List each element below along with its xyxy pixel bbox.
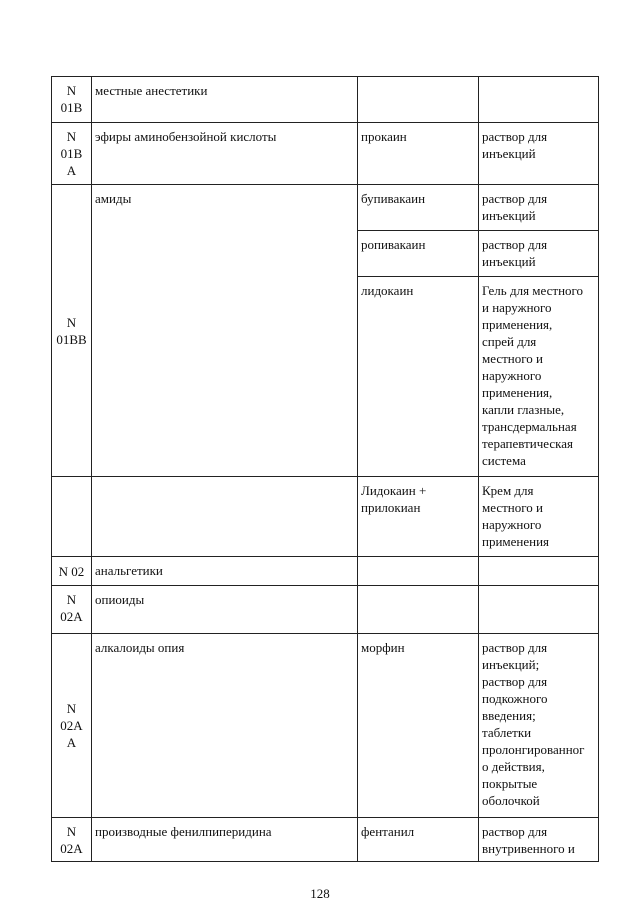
atc-code: N 02A <box>52 586 92 634</box>
table-row <box>52 477 599 557</box>
atc-code: N 01B A <box>52 123 92 185</box>
substance-name: фентанил <box>358 818 479 862</box>
table-row <box>52 123 599 185</box>
substance-name: бупивакаин <box>358 185 479 231</box>
atc-code: N 01B <box>52 77 92 123</box>
group-name: алкалоиды опия <box>92 634 358 818</box>
table-row <box>52 634 599 818</box>
group-name: производные фенилпиперидина <box>92 818 358 862</box>
table-row <box>52 818 599 862</box>
group-name: амиды <box>92 185 358 477</box>
dosage-form: раствор для инъекций; раствор для подкожного введения; таблетки пролонгированног о действия, покрытые оболочкой <box>479 634 599 818</box>
table-row <box>52 77 599 123</box>
dosage-form: Крем для местного и наружного применения <box>479 477 599 557</box>
substance-name <box>358 586 479 634</box>
dosage-form <box>479 557 599 586</box>
dosage-form: раствор для инъекций <box>479 185 599 231</box>
drug-classification-table <box>51 76 599 862</box>
table-row <box>52 557 599 586</box>
dosage-form: раствор для внутривенного и <box>479 818 599 862</box>
substance-name: прокаин <box>358 123 479 185</box>
atc-code: N 02 <box>52 557 92 586</box>
table-row <box>52 185 599 231</box>
document-page <box>51 76 599 862</box>
substance-name: морфин <box>358 634 479 818</box>
group-name: анальгетики <box>92 557 358 586</box>
atc-code: N 02A <box>52 818 92 862</box>
group-name: местные анестетики <box>92 77 358 123</box>
substance-name: ропивакаин <box>358 231 479 277</box>
atc-code: N 02A A <box>52 634 92 818</box>
substance-name: Лидокаин + прилокиан <box>358 477 479 557</box>
atc-code: N 01BB <box>52 185 92 477</box>
page-number: 128 <box>310 886 330 901</box>
dosage-form: раствор для инъекций <box>479 123 599 185</box>
dosage-form: Гель для местного и наружного применения, спрей для местного и наружного применения, капли глазные, трансдермальная терапевтическая система <box>479 277 599 477</box>
substance-name <box>358 77 479 123</box>
dosage-form: раствор для инъекций <box>479 231 599 277</box>
dosage-form <box>479 77 599 123</box>
substance-name <box>358 557 479 586</box>
group-name: опиоиды <box>92 586 358 634</box>
atc-code <box>52 477 92 557</box>
group-name <box>92 477 358 557</box>
group-name: эфиры аминобензойной кислоты <box>92 123 358 185</box>
dosage-form <box>479 586 599 634</box>
substance-name: лидокаин <box>358 277 479 477</box>
table-row <box>52 586 599 634</box>
